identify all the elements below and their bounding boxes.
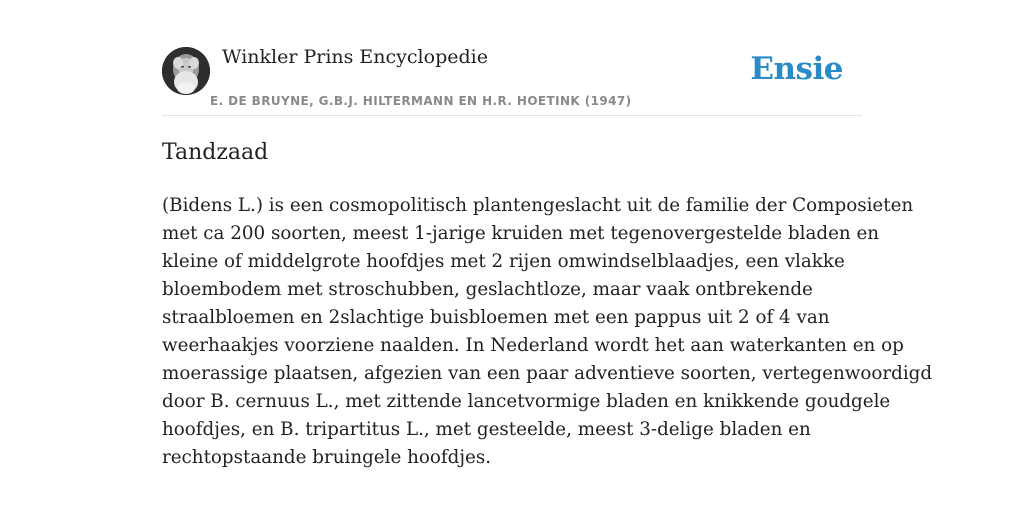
entry-body-line: hoofdjes, en B. tripartitus L., met gesteelde, meest 3-delige bladen en xyxy=(162,419,811,440)
entry-body-line: met ca 200 soorten, meest 1-jarige kruiden met tegenovergestelde bladen en xyxy=(162,223,880,244)
source-title[interactable]: Winkler Prins Encyclopedie xyxy=(222,46,488,68)
author-avatar xyxy=(162,47,210,95)
header-divider xyxy=(162,115,862,116)
bearded-man-portrait-icon xyxy=(162,47,210,95)
entry-body-line: kleine of middelgrote hoofdjes met 2 rijen omwindselblaadjes, een vlakke xyxy=(162,251,845,272)
entry-body-line: straalbloemen en 2slachtige buisbloemen met een pappus uit 2 of 4 van xyxy=(162,307,830,328)
entry-title: Tandzaad xyxy=(162,140,269,165)
entry-body-line: moerassige plaatsen, afgezien van een paar adventieve soorten, vertegenwoordigd xyxy=(162,363,933,384)
source-authors: E. DE BRUYNE, G.B.J. HILTERMANN EN H.R. HOETINK (1947) xyxy=(210,94,632,108)
entry-body-line: rechtopstaande bruingele hoofdjes. xyxy=(162,447,492,468)
entry-body-line: weerhaakjes voorziene naalden. In Nederland wordt het aan waterkanten en op xyxy=(162,335,904,356)
entry-body-line: door B. cernuus L., met zittende lancetvormige bladen en knikkende goudgele xyxy=(162,391,891,412)
entry-body-line: bloembodem met stroschubben, geslachtloze, maar vaak ontbrekende xyxy=(162,279,813,300)
entry-body xyxy=(162,192,933,472)
entry-body-line: (Bidens L.) is een cosmopolitisch plantengeslacht uit de familie der Composieten xyxy=(162,195,914,216)
ensie-logo[interactable]: Ensie xyxy=(750,51,843,87)
